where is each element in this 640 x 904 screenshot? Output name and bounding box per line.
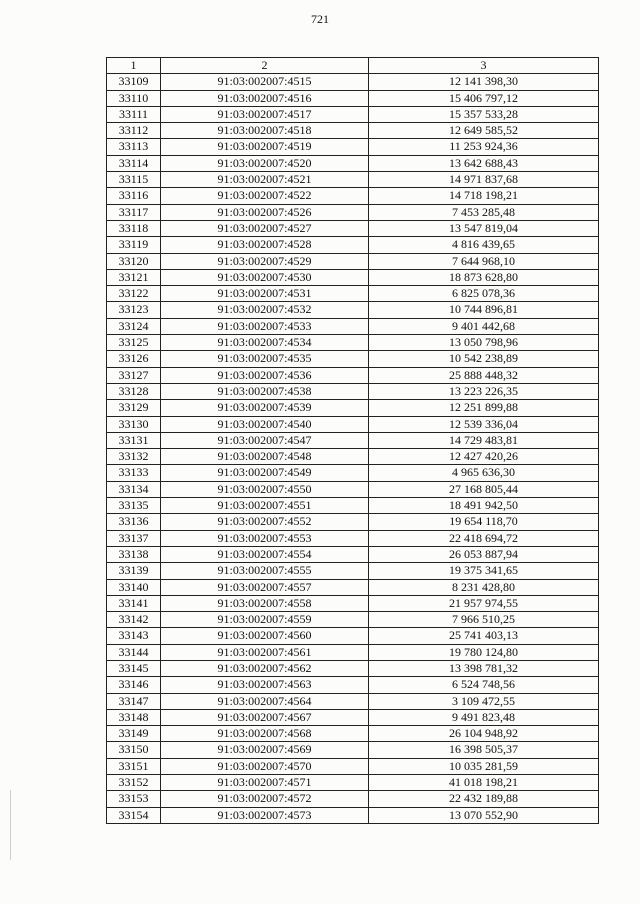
table-row [107,302,599,318]
cadastral-value-cell: 18 873 628,80 [369,269,599,285]
row-number-cell: 33112 [107,123,161,139]
cadastral-value-cell: 41 018 198,21 [369,775,599,791]
cadastral-value-cell: 21 957 974,55 [369,595,599,611]
row-number-cell: 33142 [107,612,161,628]
cadastral-value-cell: 19 375 341,65 [369,563,599,579]
cadastral-value-cell: 10 035 281,59 [369,758,599,774]
cadastral-number-cell: 91:03:002007:4571 [161,775,369,791]
row-number-cell: 33124 [107,318,161,334]
table-row [107,660,599,676]
table-row [107,514,599,530]
table-row [107,400,599,416]
cadastral-value-cell: 27 168 805,44 [369,481,599,497]
cadastral-value-cell: 25 741 403,13 [369,628,599,644]
cadastral-value-cell: 3 109 472,55 [369,693,599,709]
row-number-cell: 33113 [107,139,161,155]
row-number-cell: 33123 [107,302,161,318]
table-row [107,693,599,709]
cadastral-number-cell: 91:03:002007:4529 [161,253,369,269]
cadastral-value-cell: 6 524 748,56 [369,677,599,693]
table-row [107,155,599,171]
table-row [107,742,599,758]
cadastral-number-cell: 91:03:002007:4539 [161,400,369,416]
row-number-cell: 33148 [107,709,161,725]
cadastral-number-cell: 91:03:002007:4552 [161,514,369,530]
table-row [107,432,599,448]
cadastral-value-cell: 9 401 442,68 [369,318,599,334]
row-number-cell: 33111 [107,106,161,122]
table-row [107,498,599,514]
cadastral-value-cell: 9 491 823,48 [369,709,599,725]
cadastral-value-cell: 13 223 226,35 [369,383,599,399]
cadastral-number-cell: 91:03:002007:4538 [161,383,369,399]
cadastral-number-cell: 91:03:002007:4567 [161,709,369,725]
cadastral-value-cell: 13 398 781,32 [369,660,599,676]
table-row [107,383,599,399]
row-number-cell: 33153 [107,791,161,807]
table-row [107,123,599,139]
row-number-cell: 33117 [107,204,161,220]
row-number-cell: 33138 [107,546,161,562]
table-row [107,546,599,562]
row-number-cell: 33120 [107,253,161,269]
table-row [107,204,599,220]
cadastral-number-cell: 91:03:002007:4562 [161,660,369,676]
page-number: 721 [311,12,329,26]
row-number-cell: 33131 [107,432,161,448]
cadastral-value-cell: 13 050 798,96 [369,335,599,351]
cadastral-number-cell: 91:03:002007:4557 [161,579,369,595]
table-row [107,579,599,595]
row-number-cell: 33146 [107,677,161,693]
cadastral-number-cell: 91:03:002007:4522 [161,188,369,204]
row-number-cell: 33114 [107,155,161,171]
cadastral-value-cell: 13 070 552,90 [369,807,599,823]
row-number-cell: 33137 [107,530,161,546]
row-number-cell: 33149 [107,726,161,742]
cadastral-value-cell: 14 729 483,81 [369,432,599,448]
cadastral-number-cell: 91:03:002007:4517 [161,106,369,122]
table-row [107,269,599,285]
row-number-cell: 33136 [107,514,161,530]
table-row [107,791,599,807]
table-row [107,726,599,742]
table-row [107,449,599,465]
cadastral-value-cell: 12 649 585,52 [369,123,599,139]
cadastral-number-cell: 91:03:002007:4549 [161,465,369,481]
cadastral-number-cell: 91:03:002007:4540 [161,416,369,432]
cadastral-value-cell: 12 427 420,26 [369,449,599,465]
row-number-cell: 33147 [107,693,161,709]
table-row [107,139,599,155]
row-number-cell: 33109 [107,74,161,90]
cadastral-number-cell: 91:03:002007:4526 [161,204,369,220]
cadastral-value-cell: 6 825 078,36 [369,286,599,302]
cadastral-number-cell: 91:03:002007:4547 [161,432,369,448]
row-number-cell: 33152 [107,775,161,791]
cadastral-value-cell: 12 141 398,30 [369,74,599,90]
cadastral-number-cell: 91:03:002007:4561 [161,644,369,660]
table-row [107,677,599,693]
table-row [107,106,599,122]
cadastral-number-cell: 91:03:002007:4548 [161,449,369,465]
cadastral-number-cell: 91:03:002007:4536 [161,367,369,383]
cadastral-number-cell: 91:03:002007:4520 [161,155,369,171]
table-row [107,286,599,302]
cadastral-value-cell: 15 357 533,28 [369,106,599,122]
cadastral-value-cell: 10 744 896,81 [369,302,599,318]
column-header-cadastral-number: 2 [161,58,369,74]
table-row [107,807,599,823]
cadastral-number-cell: 91:03:002007:4535 [161,351,369,367]
cadastral-value-cell: 16 398 505,37 [369,742,599,758]
cadastral-number-cell: 91:03:002007:4568 [161,726,369,742]
table-row [107,530,599,546]
column-header-value: 3 [369,58,599,74]
row-number-cell: 33118 [107,220,161,236]
row-number-cell: 33127 [107,367,161,383]
row-number-cell: 33119 [107,237,161,253]
cadastral-number-cell: 91:03:002007:4570 [161,758,369,774]
cadastral-value-cell: 4 816 439,65 [369,237,599,253]
cadastral-value-cell: 13 642 688,43 [369,155,599,171]
cadastral-number-cell: 91:03:002007:4534 [161,335,369,351]
cadastral-value-cell: 22 418 694,72 [369,530,599,546]
table-row [107,595,599,611]
table-row [107,775,599,791]
table-row [107,74,599,90]
row-number-cell: 33141 [107,595,161,611]
row-number-cell: 33133 [107,465,161,481]
cadastral-value-table [106,57,599,824]
row-number-cell: 33126 [107,351,161,367]
cadastral-number-cell: 91:03:002007:4573 [161,807,369,823]
table-row [107,628,599,644]
table-row [107,758,599,774]
cadastral-number-cell: 91:03:002007:4560 [161,628,369,644]
row-number-cell: 33115 [107,172,161,188]
table-row [107,644,599,660]
cadastral-number-cell: 91:03:002007:4527 [161,220,369,236]
table-row [107,612,599,628]
cadastral-number-cell: 91:03:002007:4516 [161,90,369,106]
cadastral-number-cell: 91:03:002007:4559 [161,612,369,628]
row-number-cell: 33132 [107,449,161,465]
row-number-cell: 33129 [107,400,161,416]
row-number-cell: 33154 [107,807,161,823]
scan-margin-mark [10,790,11,860]
cadastral-value-cell: 10 542 238,89 [369,351,599,367]
cadastral-number-cell: 91:03:002007:4515 [161,74,369,90]
row-number-cell: 33145 [107,660,161,676]
row-number-cell: 33134 [107,481,161,497]
cadastral-value-cell: 26 053 887,94 [369,546,599,562]
row-number-cell: 33128 [107,383,161,399]
cadastral-number-cell: 91:03:002007:4518 [161,123,369,139]
table-row [107,220,599,236]
cadastral-value-cell: 26 104 948,92 [369,726,599,742]
cadastral-value-cell: 7 644 968,10 [369,253,599,269]
table-row [107,416,599,432]
cadastral-value-cell: 8 231 428,80 [369,579,599,595]
cadastral-value-cell: 11 253 924,36 [369,139,599,155]
table-row [107,709,599,725]
row-number-cell: 33135 [107,498,161,514]
cadastral-value-cell: 7 453 285,48 [369,204,599,220]
cadastral-number-cell: 91:03:002007:4564 [161,693,369,709]
cadastral-number-cell: 91:03:002007:4521 [161,172,369,188]
row-number-cell: 33125 [107,335,161,351]
cadastral-value-cell: 7 966 510,25 [369,612,599,628]
cadastral-number-cell: 91:03:002007:4569 [161,742,369,758]
table-row [107,465,599,481]
table-row [107,351,599,367]
cadastral-value-cell: 22 432 189,88 [369,791,599,807]
row-number-cell: 33121 [107,269,161,285]
cadastral-value-cell: 4 965 636,30 [369,465,599,481]
cadastral-value-cell: 13 547 819,04 [369,220,599,236]
row-number-cell: 33143 [107,628,161,644]
table-row [107,563,599,579]
cadastral-number-cell: 91:03:002007:4554 [161,546,369,562]
cadastral-value-cell: 14 718 198,21 [369,188,599,204]
table-row [107,367,599,383]
table-row [107,188,599,204]
row-number-cell: 33122 [107,286,161,302]
table-row [107,481,599,497]
table-row [107,172,599,188]
table-row [107,237,599,253]
table-row [107,335,599,351]
cadastral-number-cell: 91:03:002007:4532 [161,302,369,318]
table-row [107,253,599,269]
cadastral-value-cell: 12 251 899,88 [369,400,599,416]
cadastral-number-cell: 91:03:002007:4563 [161,677,369,693]
cadastral-number-cell: 91:03:002007:4558 [161,595,369,611]
row-number-cell: 33130 [107,416,161,432]
cadastral-value-cell: 25 888 448,32 [369,367,599,383]
row-number-cell: 33144 [107,644,161,660]
cadastral-value-cell: 15 406 797,12 [369,90,599,106]
cadastral-number-cell: 91:03:002007:4533 [161,318,369,334]
cadastral-value-cell: 14 971 837,68 [369,172,599,188]
cadastral-number-cell: 91:03:002007:4553 [161,530,369,546]
cadastral-number-cell: 91:03:002007:4531 [161,286,369,302]
cadastral-number-cell: 91:03:002007:4528 [161,237,369,253]
cadastral-value-cell: 12 539 336,04 [369,416,599,432]
cadastral-number-cell: 91:03:002007:4550 [161,481,369,497]
column-header-number: 1 [107,58,161,74]
cadastral-value-cell: 19 780 124,80 [369,644,599,660]
cadastral-number-cell: 91:03:002007:4572 [161,791,369,807]
table-row [107,318,599,334]
cadastral-number-cell: 91:03:002007:4519 [161,139,369,155]
cadastral-value-cell: 18 491 942,50 [369,498,599,514]
row-number-cell: 33116 [107,188,161,204]
table-row [107,90,599,106]
cadastral-number-cell: 91:03:002007:4555 [161,563,369,579]
row-number-cell: 33150 [107,742,161,758]
row-number-cell: 33110 [107,90,161,106]
row-number-cell: 33140 [107,579,161,595]
table-header-row [107,58,599,74]
row-number-cell: 33139 [107,563,161,579]
cadastral-number-cell: 91:03:002007:4551 [161,498,369,514]
cadastral-value-cell: 19 654 118,70 [369,514,599,530]
cadastral-number-cell: 91:03:002007:4530 [161,269,369,285]
row-number-cell: 33151 [107,758,161,774]
